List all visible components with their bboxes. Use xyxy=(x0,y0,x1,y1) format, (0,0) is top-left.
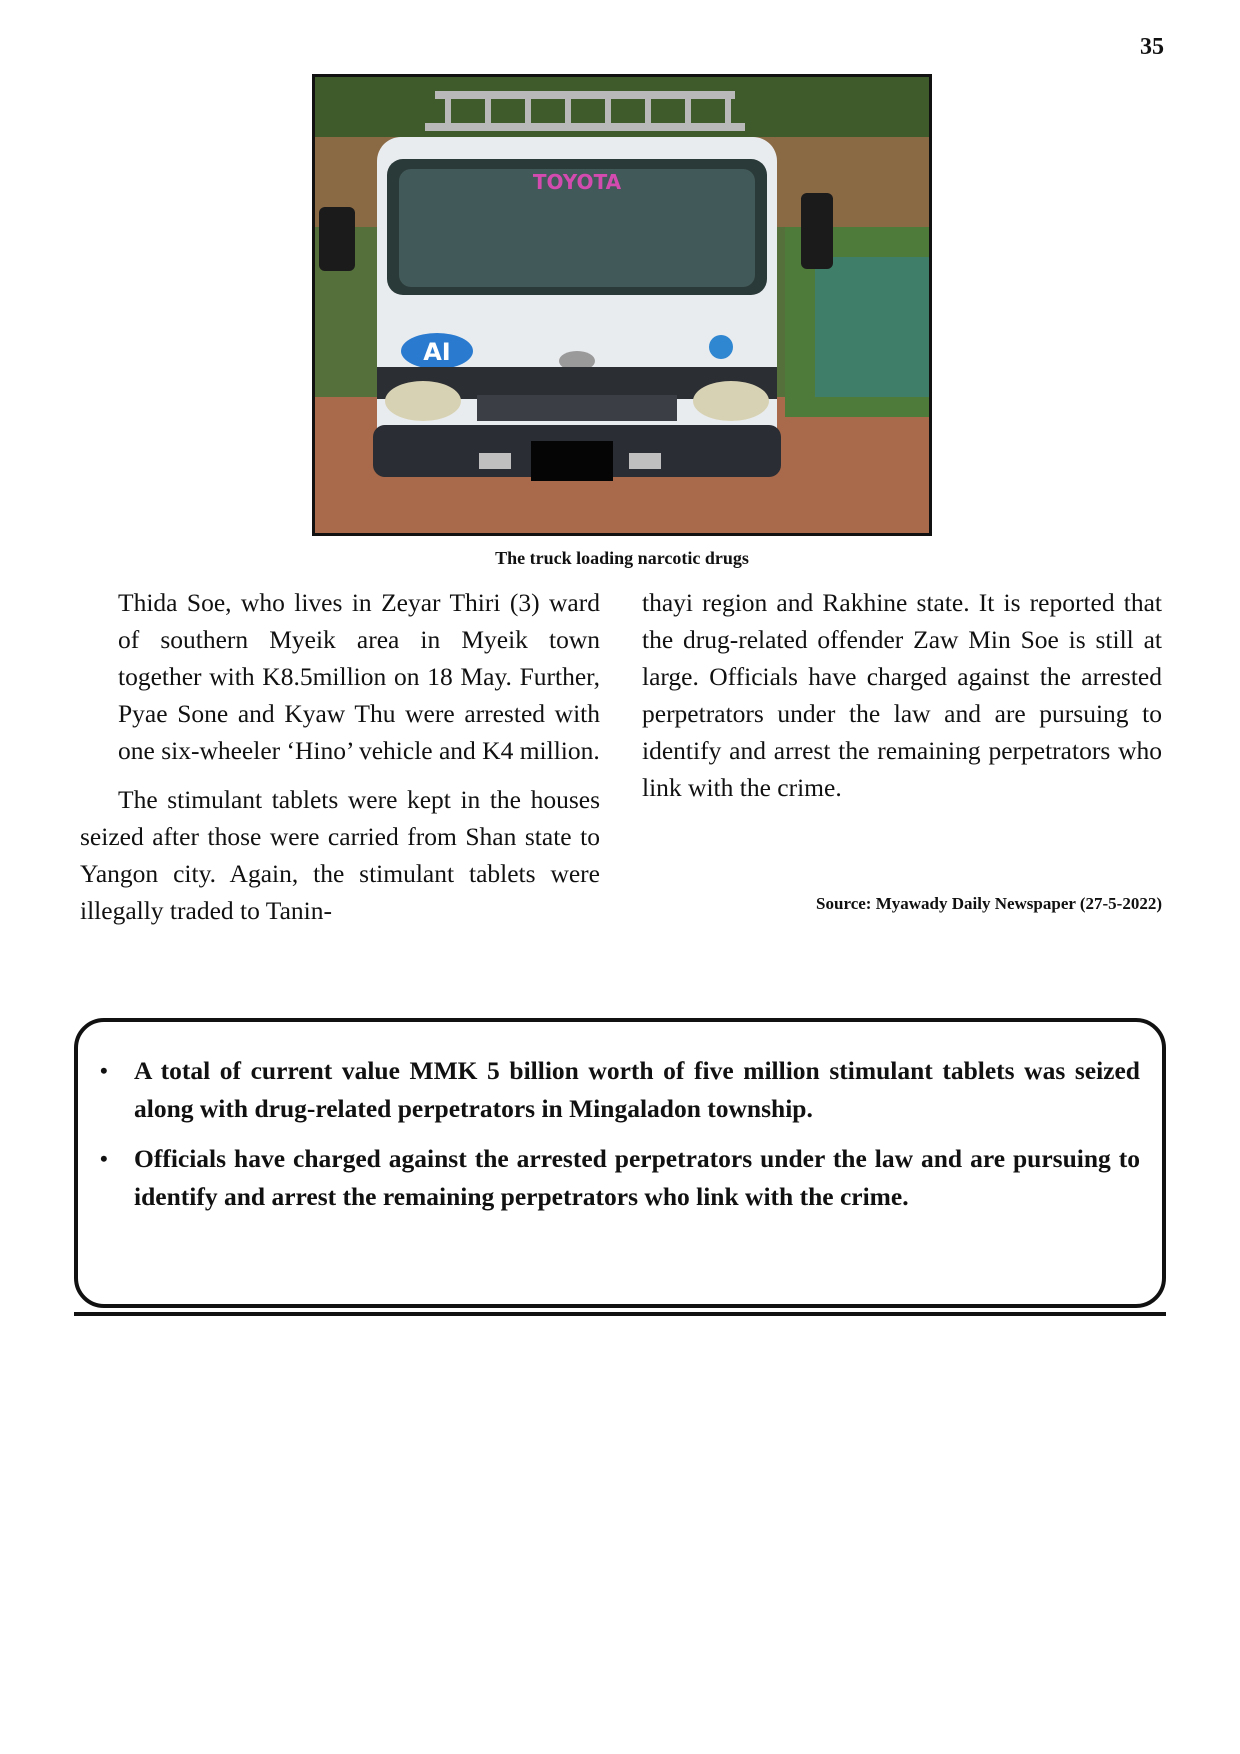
photo-caption: The truck loading narcotic drugs xyxy=(495,548,749,568)
summary-item-text: Officials have charged against the arrested perpetrators under the law and are pursuing to identify and arrest the remaining perpetrators who link with the crime. xyxy=(134,1144,1140,1211)
bottom-rule xyxy=(74,1312,1166,1316)
article-paragraph: Thida Soe, who lives in Zeyar Thiri (3) ward of southern Myeik area in Myeik town together with K8.5million on 18 May. Further, Pyae Sone and Kyaw Thu were arrested with one six-wheeler ‘Hino’ vehicle and K4 million. xyxy=(118,588,600,765)
logo-text: AI xyxy=(423,338,451,366)
article-paragraph: thayi region and Rakhine state. It is reported that the drug-related offender Zaw Min Soe is still at large. Officials have charged against the arrested perpetrators under the law and are pursuing to identify and arrest the remaining perpetrators who link with the crime. xyxy=(642,588,1162,802)
summary-item xyxy=(100,1052,1140,1128)
summary-item-text: A total of current value MMK 5 billion worth of five million stimulant tablets was seized along with drug-related perpetrators in Mingaladon township. xyxy=(134,1056,1140,1123)
truck-photo xyxy=(312,74,932,536)
article-paragraph: The stimulant tablets were kept in the houses seized after those were carried from Shan state to Yangon city. Again, the stimulant tablets were illegally traded to Tanin- xyxy=(80,785,600,925)
windshield-text: TOYOTA xyxy=(532,170,622,194)
bullet-icon: • xyxy=(100,1146,108,1171)
summary-item xyxy=(100,1140,1140,1216)
article-column-left xyxy=(80,584,600,929)
truck-illustration xyxy=(315,77,929,533)
summary-list xyxy=(78,1022,1162,1216)
source-citation: Source: Myawady Daily Newspaper (27-5-2022) xyxy=(816,894,1162,913)
bullet-icon: • xyxy=(100,1058,108,1083)
summary-box xyxy=(74,1018,1166,1308)
page-number: 35 xyxy=(1140,34,1164,60)
article-column-right xyxy=(642,584,1162,806)
